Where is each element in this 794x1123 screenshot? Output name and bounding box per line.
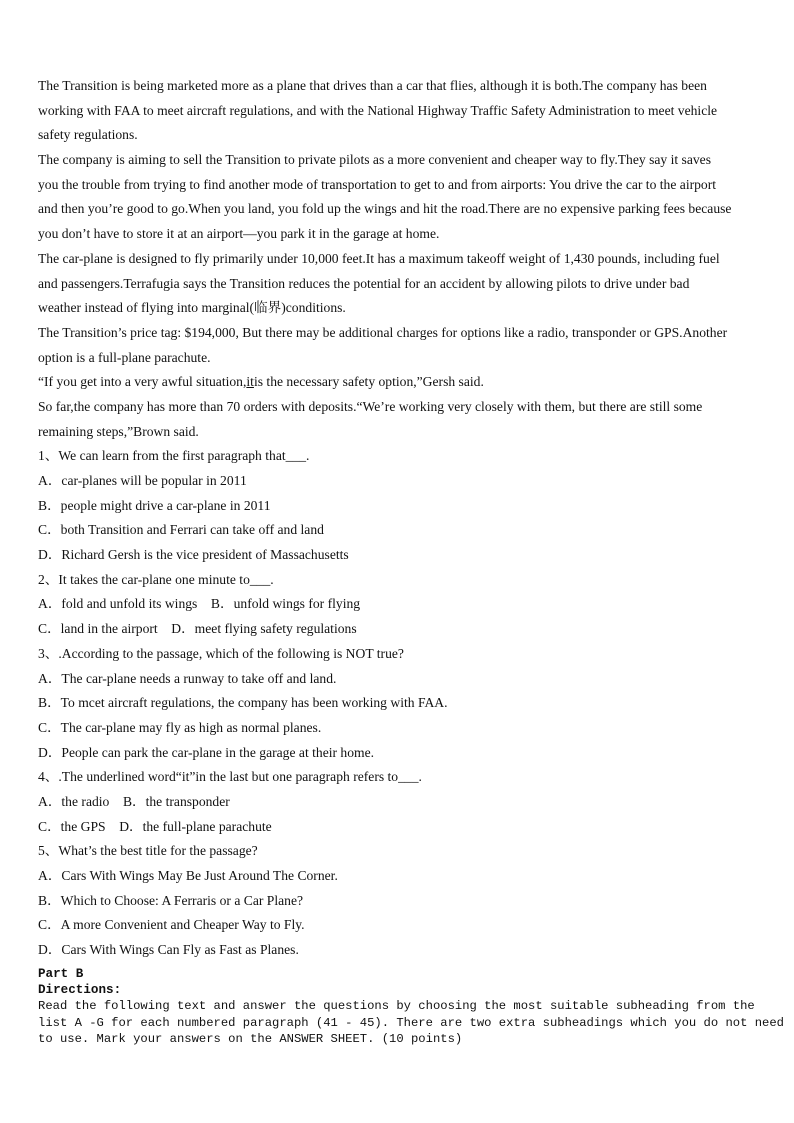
question-line: A．The car-plane needs a runway to take off and land. <box>38 670 337 686</box>
quote-text: is the necessary safety option,”Gersh said. <box>253 374 484 390</box>
quote-text: “If you get into a very awful situation, <box>38 374 247 390</box>
question-line: 4、.The underlined word“it”in the last but one paragraph refers to___. <box>38 769 422 785</box>
underlined-word: it <box>246 374 254 390</box>
question-line: C．the GPS D．the full-plane parachute <box>38 818 272 834</box>
question-line: D．Cars With Wings Can Fly as Fast as Planes. <box>38 942 299 958</box>
question-line: 5、What’s the best title for the passage? <box>38 843 258 859</box>
passage-line: and passengers.Terrafugia says the Transition reduces the potential for an accident by allowing pilots to drive under bad <box>38 275 690 291</box>
passage-line <box>38 370 768 395</box>
question-line: 3、.According to the passage, which of the following is NOT true? <box>38 645 404 661</box>
question-line: A．car-planes will be popular in 2011 <box>38 473 247 488</box>
passage-line: The car-plane is designed to fly primarily under 10,000 feet.It has a maximum takeoff weight of 1,430 pounds, including fuel <box>38 250 720 266</box>
question-line: B．Which to Choose: A Ferraris or a Car Plane? <box>38 892 304 908</box>
passage-line: option is a full-plane parachute. <box>38 349 211 365</box>
question-line: B．To mcet aircraft regulations, the company has been working with FAA. <box>38 695 448 711</box>
question-line: C．The car-plane may fly as high as normal planes. <box>38 719 322 735</box>
question-line: C．land in the airport D．meet flying safety regulations <box>38 621 357 637</box>
question-line: A．the radio B．the transponder <box>38 793 230 809</box>
passage-line: remaining steps,”Brown said. <box>38 423 199 439</box>
passage-line: The Transition is being marketed more as a plane that drives than a car that flies, although it is both.The company has been <box>38 78 707 93</box>
part-b-title: Part B <box>38 967 84 981</box>
passage-line: and then you’re good to go.When you land, you fold up the wings and hit the road.There are no expensive parking fees because <box>38 201 732 217</box>
question-line: 1、We can learn from the first paragraph that___. <box>38 448 310 464</box>
question-line: C．both Transition and Ferrari can take off and land <box>38 522 324 538</box>
passage-line: The company is aiming to sell the Transition to private pilots as a more convenient and cheaper way to fly.They say it saves <box>38 152 711 168</box>
passage-line: weather instead of flying into marginal(临界)conditions. <box>38 300 346 316</box>
question-line: A．fold and unfold its wings B．unfold wings for flying <box>38 596 361 612</box>
part-b-section <box>38 966 784 1047</box>
passage-line: The Transition’s price tag: $194,000, But there may be additional charges for options like a radio, transponder or GPS.Another <box>38 324 728 340</box>
question-line: A．Cars With Wings May Be Just Around The Corner. <box>38 868 338 883</box>
passage-line: safety regulations. <box>38 127 138 143</box>
question-line: 2、It takes the car-plane one minute to___. <box>38 571 274 587</box>
passage-line: you the trouble from trying to find another mode of transportation to get to and from airports: You drive the car to the airport <box>38 176 717 192</box>
question-line: D．People can park the car-plane in the garage at their home. <box>38 744 375 760</box>
question-line: D．Richard Gersh is the vice president of Massachusetts <box>38 547 349 563</box>
reading-passage <box>38 74 768 963</box>
question-list <box>38 444 768 962</box>
directions-line: to use. Mark your answers on the ANSWER SHEET. (10 points) <box>38 1031 463 1046</box>
directions-label: Directions: <box>38 983 122 998</box>
passage-line: working with FAA to meet aircraft regulations, and with the National Highway Traffic Safety Administration to meet vehicle <box>38 102 718 118</box>
passage-line: So far,the company has more than 70 orders with deposits.“We’re working very closely with them, but there are still some <box>38 398 703 414</box>
directions-line: Read the following text and answer the questions by choosing the most suitable subheading from the <box>38 999 755 1014</box>
question-line: B．people might drive a car-plane in 2011 <box>38 497 271 513</box>
directions-line: list A -G for each numbered paragraph (41 - 45). There are two extra subheadings which you do not need <box>38 1015 784 1030</box>
passage-line: you don’t have to store it at an airport—you park it in the garage at home. <box>38 226 440 242</box>
question-line: C．A more Convenient and Cheaper Way to Fly. <box>38 917 305 933</box>
